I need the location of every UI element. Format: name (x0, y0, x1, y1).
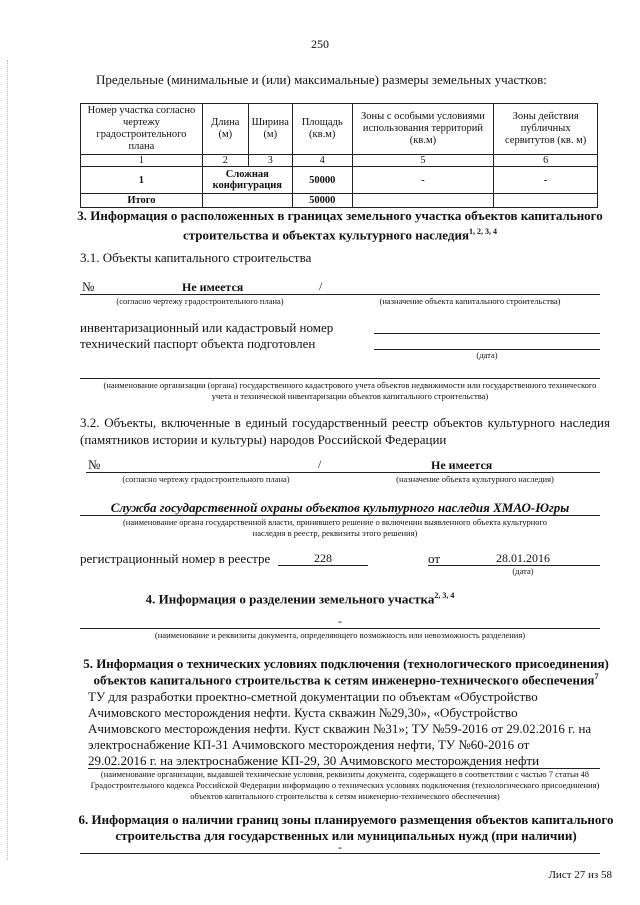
passport-line: технический паспорт объекта подготовлен (80, 336, 316, 351)
none-value: Не имеется (182, 280, 244, 294)
caption-service: (наименование органа государственной власти, принявшего решение о включении выявленного объекта культурного наследия в реестр, реквизиты этого решения) (122, 517, 548, 538)
page-number: 250 (311, 37, 329, 51)
cell-plot-number: 1 (81, 167, 203, 194)
caption-date: (дата) (476, 350, 498, 360)
section6-value: - (338, 840, 342, 854)
cell-empty (202, 194, 292, 208)
cell-empty (494, 194, 598, 208)
section4-title: 4. Информация о разделении земельного участка$^{2, 3, 4}$ (145, 591, 455, 607)
fill-line (80, 294, 600, 295)
col-number: 5 (352, 155, 494, 167)
col-number: 4 (292, 155, 352, 167)
section5-title: объектов капитального строительства к сетям инженерно-технического обеспечения$^7$ (93, 672, 599, 688)
col-number: 6 (494, 155, 598, 167)
cell-empty (352, 194, 494, 208)
fill-line (86, 472, 600, 473)
margin-leader (7, 60, 8, 860)
th-servitudes: Зоны действия публичных сервитутов (кв. м) (494, 104, 598, 155)
section6-title: 6. Информация о наличии границ зоны планируемого размещения объектов капитального (78, 812, 614, 827)
th-special-zones: Зоны с особыми условиями использования территорий (кв.м) (352, 104, 494, 155)
section5-title: 5. Информация о технических условиях подключения (технологического присоединения) (83, 656, 609, 671)
registry-label: регистрационный номер в реестре (80, 551, 271, 566)
no-sign: № (82, 279, 95, 294)
fill-line (80, 515, 600, 516)
cell-configuration: Сложная конфигурация (202, 167, 292, 194)
tech-conditions-line: 29.02.2016 г. на электроснабжение КП-29, 30 Ачимовского месторождения нефти (88, 753, 540, 768)
col-number: 1 (81, 155, 203, 167)
subsection31-title: 3.1. Объекты капитального строительства (80, 250, 312, 265)
table-row (81, 167, 598, 194)
subsection32-title: 3.2. Объекты, включенные в единый государственный реестр объектов культурного наследия (памятников истории и культуры) народов Российской Федерации (80, 415, 610, 447)
cell-area: 50000 (292, 167, 352, 194)
caption-tech-conditions: (наименование организации, выдавшей технические условия, реквизиты документа, содержащего в соответствии с частью 7 статьи 48 Градостроительного кодекса Российской Федерации информацию о технических условиях подключения (технологического присоединения) объектов капитального строительства к сетям инженерно-технического обеспечения) (90, 769, 600, 801)
caption-date: (дата) (512, 566, 534, 576)
sheet-counter: Лист 27 из 58 (548, 869, 612, 881)
inventory-line: инвентаризационный или кадастровый номер (80, 320, 334, 335)
col-number: 2 (202, 155, 248, 167)
table-total-row (81, 194, 598, 208)
caption-organization: (наименование организации (органа) государственного кадастрового учета объектов недвижимости или государственного технического учета и технической инвентаризации объектов капитального строительства) (103, 380, 597, 401)
fill-line (428, 565, 446, 566)
cell-total-label: Итого (81, 194, 203, 208)
slash: / (318, 457, 322, 471)
th-width: Ширина (м) (248, 104, 292, 155)
col-number: 3 (248, 155, 292, 167)
section6-title: строительства для государственных или муниципальных нужд (при наличии) (115, 828, 577, 843)
registry-from: от (428, 551, 441, 566)
tech-conditions-line: Ачимовского месторождения нефти. Куст скважин №31»; ТУ №59-2016 от 29.02.2016 г. на (88, 721, 592, 736)
fill-line (80, 378, 600, 379)
tech-conditions-line: электроснабжение КП-31 Ачимовского месторождения нефти, ТУ №60-2016 от (88, 737, 530, 752)
slash: / (319, 279, 323, 293)
section4-value: - (338, 614, 342, 628)
fill-line (374, 333, 600, 334)
caption-plan: (согласно чертежу градостроительного плана) (122, 474, 290, 484)
fill-line (80, 853, 600, 854)
fill-line (80, 628, 600, 629)
caption-division: (наименование и реквизиты документа, определяющего возможность или невозможность разделения) (154, 630, 526, 640)
land-size-table (80, 103, 598, 208)
tech-conditions (88, 689, 591, 769)
registry-date: 28.01.2016 (496, 551, 550, 565)
cell-zones: - (352, 167, 494, 194)
tech-conditions-line: ТУ для разработки проектно-сметной документации по объектам «Обустройство (88, 689, 538, 704)
section3-title: 3. Информация о расположенных в границах земельного участка объектов капитального строительства и объектах культурного наследия$^{1, 2, 3, 4}$ (77, 208, 603, 243)
tech-conditions-line: Ачимовского месторождения нефти. Куста скважин №29,30», «Обустройство (88, 705, 518, 720)
caption-plan: (согласно чертежу градостроительного плана) (116, 296, 284, 306)
cell-total-area: 50000 (292, 194, 352, 208)
none-value: Не имеется (431, 458, 493, 472)
caption-purpose: (назначение объекта капитального строительства) (379, 296, 561, 306)
registry-number: 228 (314, 551, 332, 565)
intro-line: Предельные (минимальные и (или) максимальные) размеры земельных участков: (96, 72, 547, 87)
no-sign: № (88, 457, 101, 472)
caption-heritage-purpose: (назначение объекта культурного наследия) (396, 474, 554, 484)
fill-line (278, 565, 368, 566)
th-plot-number: Номер участка согласно чертежу градостроительного плана (81, 104, 203, 155)
cell-servitudes: - (494, 167, 598, 194)
heritage-service: Служба государственной охраны объектов культурного наследия ХМАО-Югры (110, 500, 570, 515)
th-length: Длина (м) (202, 104, 248, 155)
th-area: Площадь (кв.м) (292, 104, 352, 155)
